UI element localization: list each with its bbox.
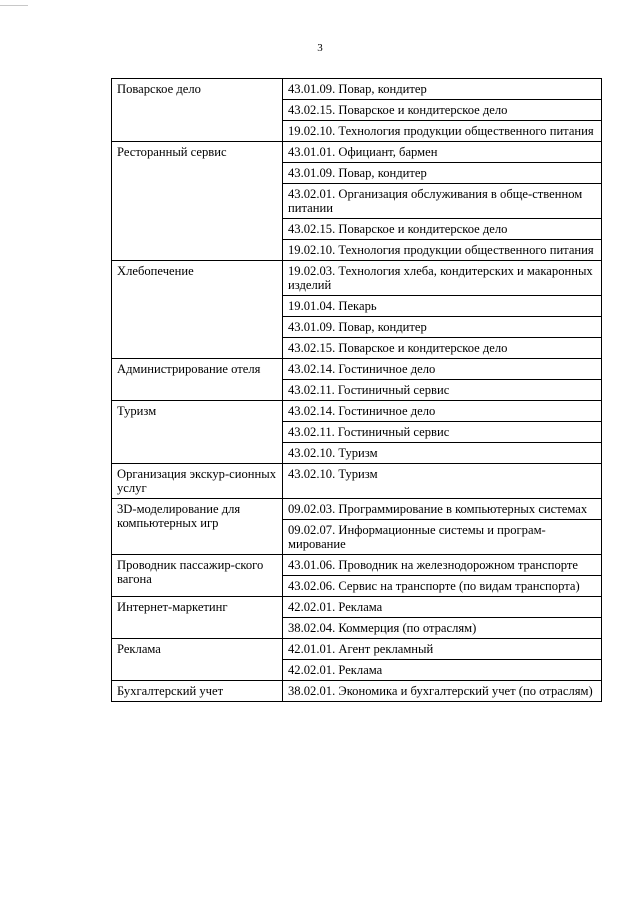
profession-cell: 42.02.01. Реклама	[283, 597, 602, 618]
profession-cell: 38.02.01. Экономика и бухгалтерский учет (по отраслям)	[283, 681, 602, 702]
profession-cell: 43.02.11. Гостиничный сервис	[283, 422, 602, 443]
profession-cell: 09.02.07. Информационные системы и програм-мирование	[283, 520, 602, 555]
competency-cell: Хлебопечение	[112, 261, 283, 359]
table-row	[112, 555, 602, 576]
competency-cell: Организация экскур-сионных услуг	[112, 464, 283, 499]
table-row	[112, 261, 602, 296]
table-row	[112, 681, 602, 702]
profession-cell: 42.02.01. Реклама	[283, 660, 602, 681]
profession-cell: 43.02.14. Гостиничное дело	[283, 359, 602, 380]
profession-cell: 42.01.01. Агент рекламный	[283, 639, 602, 660]
profession-cell: 19.02.10. Технология продукции общественного питания	[283, 240, 602, 261]
table-row	[112, 464, 602, 499]
profession-cell: 43.02.10. Туризм	[283, 464, 602, 499]
profession-cell: 43.01.09. Повар, кондитер	[283, 317, 602, 338]
profession-cell: 19.02.03. Технология хлеба, кондитерских и макаронных изделий	[283, 261, 602, 296]
competency-cell: Проводник пассажир-ского вагона	[112, 555, 283, 597]
competency-cell: Реклама	[112, 639, 283, 681]
competency-cell: Поварское дело	[112, 79, 283, 142]
competency-cell: 3D-моделирование для компьютерных игр	[112, 499, 283, 555]
profession-cell: 43.02.11. Гостиничный сервис	[283, 380, 602, 401]
profession-cell: 43.02.14. Гостиничное дело	[283, 401, 602, 422]
scan-corner-mark	[0, 0, 28, 6]
profession-cell: 19.01.04. Пекарь	[283, 296, 602, 317]
profession-cell: 43.02.10. Туризм	[283, 443, 602, 464]
profession-cell: 43.01.09. Повар, кондитер	[283, 163, 602, 184]
table-row	[112, 639, 602, 660]
table-row	[112, 79, 602, 100]
table-row	[112, 142, 602, 163]
competency-profession-table	[111, 78, 602, 702]
competency-cell: Интернет-маркетинг	[112, 597, 283, 639]
profession-cell: 43.02.15. Поварское и кондитерское дело	[283, 338, 602, 359]
competency-cell: Бухгалтерский учет	[112, 681, 283, 702]
profession-cell: 43.01.01. Официант, бармен	[283, 142, 602, 163]
table-body	[112, 79, 602, 702]
table-row	[112, 359, 602, 380]
profession-cell: 43.02.01. Организация обслуживания в обще-ственном питании	[283, 184, 602, 219]
table-row	[112, 499, 602, 520]
competency-cell: Ресторанный сервис	[112, 142, 283, 261]
profession-cell: 09.02.03. Программирование в компьютерных системах	[283, 499, 602, 520]
profession-cell: 38.02.04. Коммерция (по отраслям)	[283, 618, 602, 639]
profession-cell: 19.02.10. Технология продукции общественного питания	[283, 121, 602, 142]
table-row	[112, 401, 602, 422]
profession-cell: 43.02.15. Поварское и кондитерское дело	[283, 100, 602, 121]
table-row	[112, 597, 602, 618]
competency-cell: Туризм	[112, 401, 283, 464]
profession-cell: 43.01.06. Проводник на железнодорожном транспорте	[283, 555, 602, 576]
profession-cell: 43.02.15. Поварское и кондитерское дело	[283, 219, 602, 240]
competency-cell: Администрирование отеля	[112, 359, 283, 401]
profession-cell: 43.02.06. Сервис на транспорте (по видам транспорта)	[283, 576, 602, 597]
profession-cell: 43.01.09. Повар, кондитер	[283, 79, 602, 100]
page-number: 3	[317, 42, 323, 54]
